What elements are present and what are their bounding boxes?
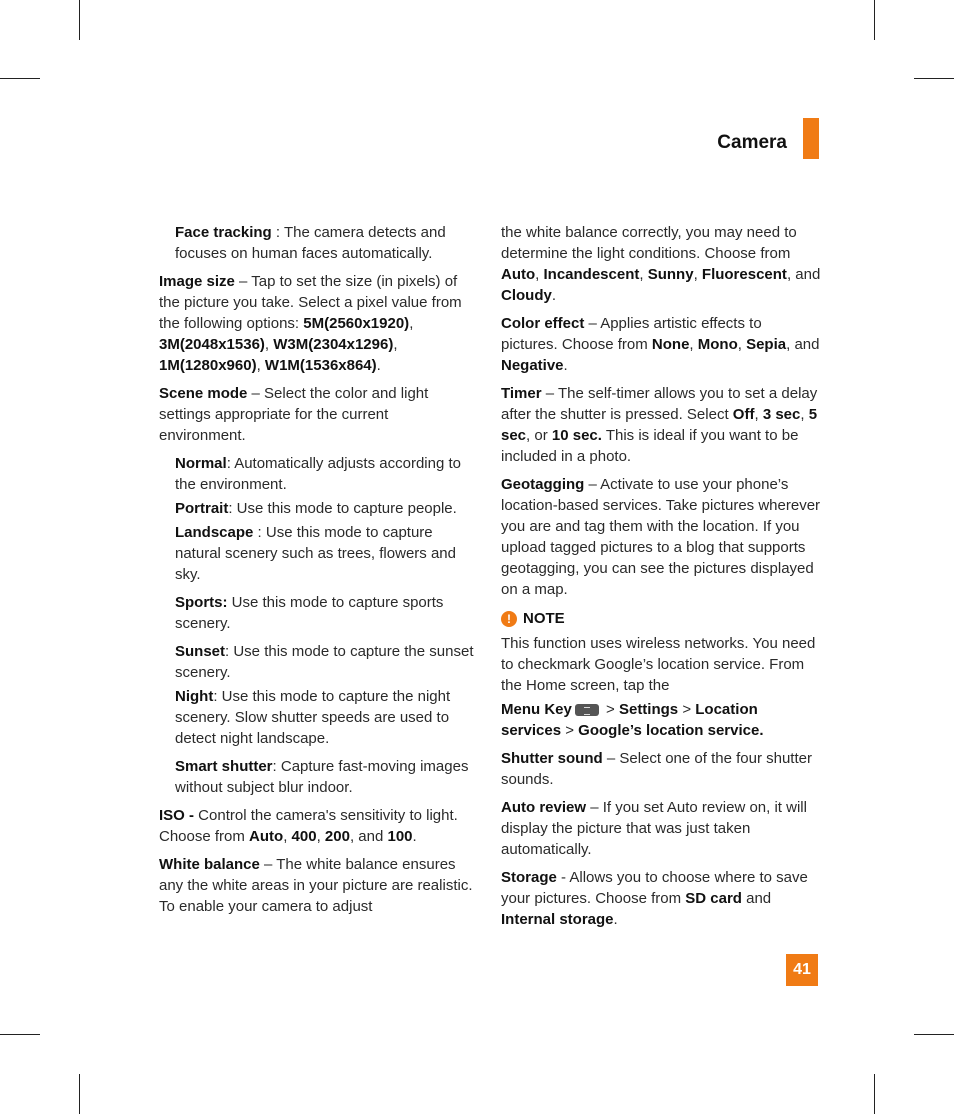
item-night: Night: Use this mode to capture the night scenery. Slow shutter speeds are used to detect night landscape. [175, 688, 451, 747]
page-number: 41 [786, 954, 818, 986]
section-tab-marker [803, 118, 819, 159]
item-white-balance: White balance – The white balance ensures any the white areas in your picture are realistic. To enable your camera to adjust [159, 856, 473, 915]
exclamation-icon: ! [501, 611, 517, 627]
crop-mark [874, 0, 875, 40]
crop-mark [0, 78, 40, 79]
crop-mark [874, 1074, 875, 1114]
item-white-balance-continued: the white balance correctly, you may need to determine the light conditions. Choose from Auto, Incandescent, Sunny, Fluorescent, and Cloudy. [501, 224, 821, 304]
item-portrait: Portrait: Use this mode to capture people. [175, 500, 457, 517]
item-face-tracking: Face tracking : The camera detects and focuses on human faces automatically. [175, 224, 446, 262]
item-storage: Storage - Allows you to choose where to save your pictures. Choose from SD card and Internal storage. [501, 869, 808, 928]
item-timer: Timer – The self-timer allows you to set a delay after the shutter is pressed. Select Off, 3 sec, 5 sec, or 10 sec. This is ideal if you want to be included in a photo. [501, 385, 818, 465]
item-sports: Sports: Use this mode to capture sports scenery. [175, 594, 444, 632]
crop-mark [79, 0, 80, 40]
item-smart-shutter: Smart shutter: Capture fast-moving images without subject blur indoor. [175, 758, 469, 796]
item-color-effect: Color effect – Applies artistic effects to pictures. Choose from None, Mono, Sepia, and Negative. [501, 315, 820, 374]
item-normal: Normal: Automatically adjusts according to the environment. [175, 455, 461, 493]
item-iso: ISO - Control the camera's sensitivity to light. Choose from Auto, 400, 200, and 100. [159, 807, 458, 845]
item-auto-review: Auto review – If you set Auto review on, it will display the picture that was just taken automatically. [501, 799, 807, 858]
crop-mark [79, 1074, 80, 1114]
item-image-size: Image size – Tap to set the size (in pixels) of the picture you take. Select a pixel value from the following options: 5M(2560x1920), 3M(2048x1536), W3M(2304x1296), 1M(1280x960), W1M(1536x864). [159, 273, 462, 374]
item-geotagging: Geotagging – Activate to use your phone’s location-based services. Take pictures wherever you are and tag them with the location. If you upload tagged pictures to a blog that supports geotagging, you can see the pictures displayed on a map. [501, 476, 821, 598]
left-column [159, 222, 479, 924]
note-heading: ! NOTE [501, 608, 821, 629]
note-text: This function uses wireless networks. You need to checkmark Google’s location service. From the Home screen, tap the [501, 635, 816, 694]
crop-mark [914, 1034, 954, 1035]
right-column [501, 222, 821, 937]
crop-mark [0, 1034, 40, 1035]
menu-key-icon [575, 704, 599, 716]
item-sunset: Sunset: Use this mode to capture the sunset scenery. [175, 643, 474, 681]
section-title: Camera [717, 132, 787, 153]
note-path: Menu Key > Settings > Location services > Google’s location service. [501, 701, 764, 739]
item-landscape: Landscape : Use this mode to capture natural scenery such as trees, flowers and sky. [175, 524, 456, 583]
crop-mark [914, 78, 954, 79]
item-shutter-sound: Shutter sound – Select one of the four shutter sounds. [501, 750, 812, 788]
item-scene-mode: Scene mode – Select the color and light settings appropriate for the current environment. [159, 385, 429, 444]
